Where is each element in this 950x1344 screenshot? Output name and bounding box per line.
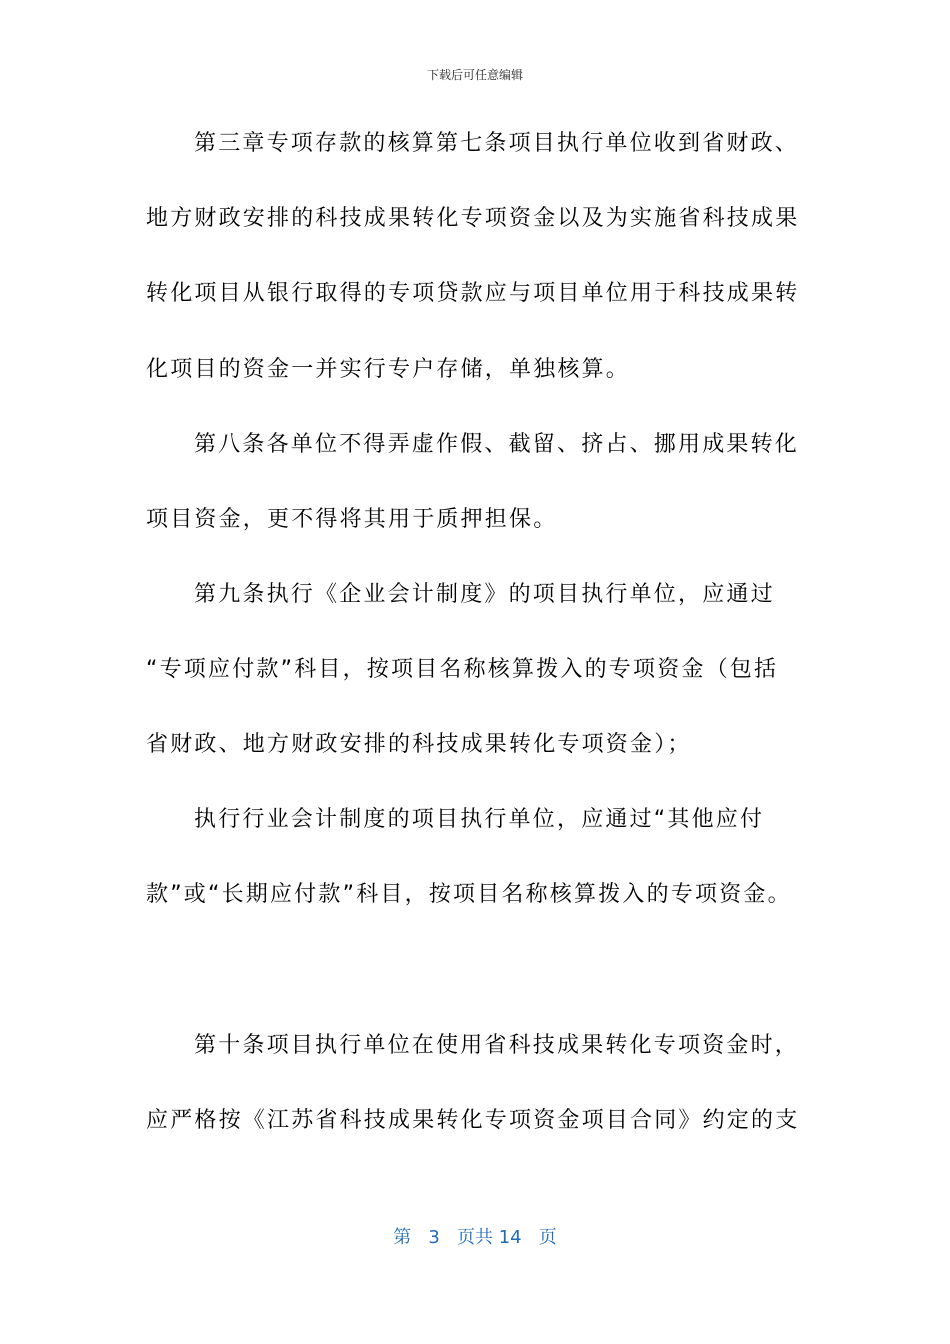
paragraph-line-5: 第八条各单位不得弄虚作假、截留、挤占、挪用成果转化 (194, 432, 800, 457)
paragraph-line-6: 项目资金，更不得将其用于质押担保。 (146, 507, 558, 532)
page-header: 下载后可任意编辑 (426, 68, 523, 82)
paragraph-line-11: 款”或“长期应付款”科目，按项目名称核算拨入的专项资金。 (146, 882, 792, 907)
paragraph-line-7: 第九条执行《企业会计制度》的项目执行单位，应通过 (194, 582, 775, 607)
paragraph-line-3: 转化项目从银行取得的专项贷款应与项目单位用于科技成果转 (146, 281, 800, 306)
paragraph-line-12: 第十条项目执行单位在使用省科技成果转化专项资金时， (194, 1033, 800, 1058)
paragraph-line-8: “专项应付款”科目，按项目名称核算拨入的专项资金（包括 (146, 657, 779, 682)
paragraph-line-1: 第三章专项存款的核算第七条项目执行单位收到省财政、 (194, 131, 800, 156)
footer-prefix: 第 (393, 1227, 412, 1248)
paragraph-line-9: 省财政、地方财政安排的科技成果转化专项资金）； (146, 732, 692, 757)
footer-middle: 页共 (456, 1227, 493, 1248)
footer-suffix: 页 (538, 1227, 557, 1248)
page-number-footer (0, 1226, 950, 1250)
paragraph-line-13: 应严格按《江苏省科技成果转化专项资金项目合同》约定的支 (146, 1108, 800, 1133)
total-page-number: 14 (498, 1227, 522, 1248)
paragraph-line-10: 执行行业会计制度的项目执行单位，应通过“其他应付 (194, 807, 765, 832)
current-page-number: 3 (428, 1227, 440, 1248)
paragraph-line-4: 化项目的资金一并实行专户存储，单独核算。 (146, 357, 631, 382)
paragraph-line-2: 地方财政安排的科技成果转化专项资金以及为实施省科技成果 (146, 206, 800, 231)
